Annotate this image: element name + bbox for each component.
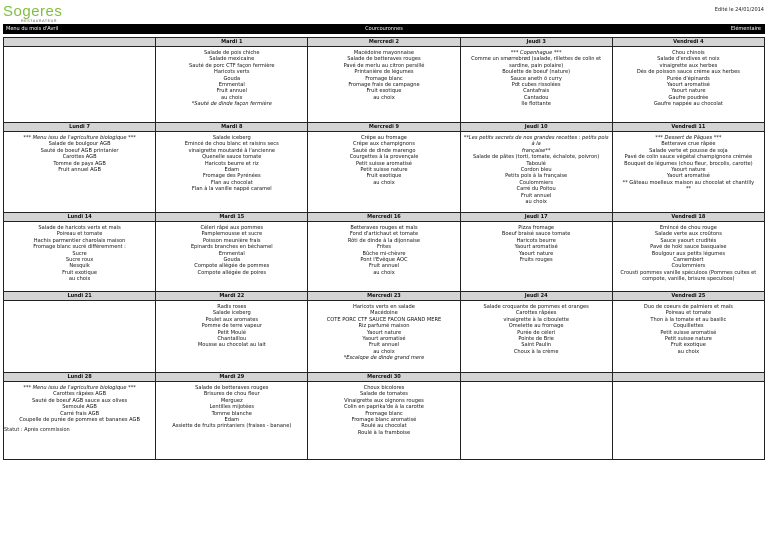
menu-item: Fond d'artichaut et tomate [349, 231, 419, 238]
menu-item: Taboulé [526, 160, 546, 167]
menu-item: Salade verte aux croûtons [654, 231, 722, 238]
day-header: Mercredi 2 [308, 38, 460, 47]
menu-item: Thon à la tomate et au basilic [650, 316, 727, 323]
menu-item: Fruit exotique [366, 173, 402, 180]
menu-item: Poireau et tomate [665, 310, 712, 317]
menu-item: Merguez [220, 397, 243, 404]
menu-item: *Sauté de dinde façon fermière [191, 101, 272, 108]
day-menu [156, 132, 308, 213]
menu-item: Macédoine [370, 310, 398, 317]
menu-item: Carottes râpées [515, 310, 557, 317]
day-header: Vendredi 25 [612, 292, 764, 301]
menu-item: Petit Moulé [217, 329, 246, 336]
menu-item: Fruit annuel [368, 342, 400, 349]
menu-item: Salade de betteraves rouges [195, 385, 269, 391]
menu-item: Ile flottante [521, 101, 551, 108]
menu-item: Pavé de hoki sauce basquaise [650, 244, 727, 251]
menu-item: Salade d'endives et noix [657, 56, 720, 63]
menu-item: Haricots verts [214, 69, 250, 76]
menu-item: Choux à la crème [513, 348, 559, 355]
menu-item: Chou chinois [672, 50, 705, 56]
menu-item: Emincé de chou blanc et raisins secs [184, 141, 279, 148]
menu-item: au choix [221, 94, 243, 101]
menu-item: Pamplemousse et sucre [201, 231, 263, 238]
day-header: Mercredi 30 [308, 373, 460, 382]
day-header: Vendredi 4 [612, 38, 764, 47]
menu-period: Menu du mois d'Avril [6, 26, 59, 32]
menu-item: Poireau et tomate [56, 231, 103, 238]
menu-item: Yaourt nature [671, 88, 706, 95]
menu-item: au choix [677, 348, 700, 355]
day-header: Lundi 28 [4, 373, 156, 382]
menu-item: Coupelle de purée de pommes et bananes AGB [19, 417, 140, 424]
day-menu [308, 47, 460, 123]
menu-item: Poisson meunière frais [202, 237, 261, 244]
day-menu [4, 301, 156, 373]
menu-item: Chantaillou [217, 336, 247, 343]
menu-item: Carré du Poitou [516, 186, 556, 193]
menu-item: au choix [373, 269, 395, 276]
menu-item: Boulgour aux petits légumes [651, 250, 726, 257]
menu-item: Fruit annuel [216, 88, 247, 95]
menu-item: ** [685, 186, 691, 193]
menu-item: Bouquet de légumes (chou fleur, brocolis, carotte) [624, 160, 753, 167]
edit-date: Edité le 24/01/2014 [714, 7, 764, 13]
menu-item: Boeuf braisé sauce tomate [501, 231, 571, 238]
school-level: Elémentaire [730, 26, 761, 32]
menu-item: Fruit annuel [521, 192, 552, 199]
menu-item: Cantadou [523, 94, 549, 101]
menu-item: Fromage frais de campagne [348, 82, 420, 89]
menu-item: Petit suisse nature [664, 336, 712, 343]
menu-item: Fruit annuel [368, 263, 400, 270]
menu-item: Petit suisse nature [360, 167, 408, 174]
menu-item: Fromage blanc [365, 75, 403, 82]
menu-item: Pointe de Brie [518, 336, 554, 343]
day-menu [612, 222, 764, 292]
day-header [4, 38, 156, 47]
menu-item: Epinards branches en béchamel [190, 244, 273, 251]
day-menu [4, 222, 156, 292]
day-menu [308, 301, 460, 373]
day-header: Lundi 14 [4, 213, 156, 222]
menu-item: Frites [377, 244, 391, 251]
status-text: Statut : Après commission [4, 427, 70, 433]
menu-item: Pizza fromage [518, 225, 555, 231]
menu-item: Carré frais AGB [60, 410, 100, 417]
week-header-row [4, 38, 765, 47]
menu-item: Boulette de boeuf (nature) [502, 69, 571, 76]
menu-item: Haricots beurre [516, 237, 556, 244]
menu-item: Vinaigrette aux oignons rouges [344, 397, 424, 404]
day-header: Mardi 1 [156, 38, 308, 47]
menu-item: Colin en paprika'de à la carotte [344, 404, 424, 411]
menu-item: Salade mexicaine [209, 56, 255, 63]
menu-item: Compote allégée de pommes [194, 263, 270, 270]
menu-item: Yaourt aromatisé [666, 173, 710, 180]
menu-item: au choix [525, 199, 547, 206]
menu-item: Fruit exotique [366, 88, 402, 95]
menu-item: Fromage blanc [365, 410, 403, 417]
menu-item: sardine, pain polaire) [509, 62, 564, 69]
menu-item: Riz parfumé maison [358, 323, 410, 330]
menu-item: au choix [373, 348, 395, 355]
menu-item: *Escalope de dinde grand mere [343, 355, 425, 362]
menu-item: française** [521, 147, 551, 154]
menu-item: Rôti de dinde à la dijonnaise [347, 237, 421, 244]
menu-item: Petit suisse aromatisé [356, 160, 412, 167]
menu-item: Bûche mi-chèvre [362, 250, 406, 257]
menu-item: Flan à la vanille nappé caramel [191, 186, 272, 193]
day-header: Jeudi 3 [460, 38, 612, 47]
menu-item: Comme un smørrebrød (salade, rillettes de colin et [471, 56, 602, 63]
day-menu [156, 222, 308, 292]
menu-item: *** Menu issu de l'agriculture biologique *** [23, 135, 136, 141]
menu-item: vinaigrette à la ciboulette [503, 316, 569, 323]
day-menu [156, 382, 308, 460]
menu-item: Salade de boulgour AGB [48, 141, 111, 148]
menu-item: Emincé de chou rouge [659, 225, 717, 231]
menu-item: Mousse au chocolat au lait [197, 342, 266, 349]
menu-item: Courgettes à la provençale [349, 154, 419, 161]
menu-item: Crêpe aux champignons [353, 141, 415, 148]
week-menu-row [4, 47, 765, 123]
menu-item: compote, vanille, brisure speculoos) [642, 276, 735, 283]
menu-item: Camembert [673, 257, 704, 264]
day-header: Jeudi 17 [460, 213, 612, 222]
menu-item: Sucre roux [65, 257, 94, 264]
menu-grid [3, 37, 765, 460]
menu-item: Gouda [223, 257, 241, 264]
menu-item: Petits pois à la française [505, 173, 568, 180]
menu-item: vinaigrette moutardé à l'ancienne [188, 147, 276, 154]
day-header: Mercredi 9 [308, 123, 460, 132]
week-header-row [4, 292, 765, 301]
menu-item: Edam [224, 417, 240, 424]
menu-item: Poulet aux aromates [205, 316, 259, 323]
menu-item: Quenelle sauce tomate [202, 154, 262, 161]
menu-item: Lentilles mijotées [209, 404, 255, 411]
menu-item: Gouda [223, 75, 241, 82]
menu-item: Coulommiers [671, 263, 706, 270]
menu-item: Sauté de dinde marengo [352, 147, 416, 154]
menu-item: Yaourt nature [671, 167, 706, 174]
menu-item: Saint Paulin [521, 342, 552, 349]
menu-item: ** Gâteau moelleux maison au chocolat et chantilly [622, 179, 755, 186]
menu-item: Flan au chocolat [210, 179, 253, 186]
menu-item: Sauté de boeuf AGB sauce aux olives [31, 397, 128, 404]
menu-item: Petit suisse aromatisé [660, 329, 717, 336]
day-header: Mercredi 23 [308, 292, 460, 301]
menu-item: Crousti pommes vanille spéculoos (Pommes cuites et [620, 269, 757, 276]
menu-item: Céleri râpé aux pommes [200, 225, 264, 231]
day-header: Jeudi 24 [460, 292, 612, 301]
menu-item: Pavé de colin sauce végétal champignons crémée [624, 154, 753, 161]
menu-topbar [3, 24, 765, 34]
menu-item: Sauce aneth ö curry [510, 75, 562, 82]
menu-item: Sucre [72, 250, 87, 257]
menu-item: Salade croquante de pommes et oranges [483, 304, 589, 310]
menu-item: Carottes râpées AGB [53, 391, 107, 398]
menu-item: Choux bicolores [363, 385, 405, 391]
menu-item: Sauce yaourt crudités [660, 237, 717, 244]
menu-item: **Les petits secrets de nos grandes recettes : petits pois à la [463, 135, 609, 148]
menu-item: Purée d'épinards [667, 75, 710, 82]
menu-item: Fromage blanc aromatisé [351, 417, 417, 424]
menu-item: Fromage des Pyrénées [202, 173, 261, 180]
day-header: Mardi 8 [156, 123, 308, 132]
menu-item: Fruit annuel AGB [58, 167, 101, 174]
day-menu [460, 222, 612, 292]
day-menu [460, 301, 612, 373]
menu-item: Sauté de boeuf AGB printanier [40, 147, 119, 154]
menu-item: Betteraves rouges et maïs [350, 225, 418, 231]
day-header [612, 373, 764, 382]
day-menu [612, 47, 764, 123]
menu-item: Salade de haricots verts et maïs [38, 225, 121, 231]
day-header: Vendredi 11 [612, 123, 764, 132]
menu-item: Emmental [218, 82, 245, 89]
menu-item: Coulommiers [519, 179, 553, 186]
menu-item: au choix [373, 94, 395, 101]
menu-item: Dés de poisson sauce crème aux herbes [636, 69, 740, 76]
day-header: Mardi 15 [156, 213, 308, 222]
week-menu-row [4, 222, 765, 292]
menu-item: Semoule AGB [62, 404, 97, 411]
menu-item: Pont l'Evêque AOC [360, 257, 408, 264]
day-menu [612, 382, 764, 460]
day-header: Mercredi 16 [308, 213, 460, 222]
menu-item: Pomme de terre vapeur [201, 323, 262, 330]
menu-item: Pavé de merlu au citron persillé [343, 62, 425, 69]
menu-item: Emmental [218, 250, 245, 257]
day-header: Lundi 21 [4, 292, 156, 301]
menu-item: Fruit exotique [62, 269, 98, 276]
menu-item: Betterave crue râpée [661, 141, 716, 148]
menu-item: Omelette au fromage [508, 323, 564, 330]
menu-item: Salade de betteraves rouges [347, 56, 421, 63]
menu-item: Salade de pâtes (torti, tomate, échalote, poivron) [472, 154, 600, 161]
location: Courcouronnes [365, 26, 403, 32]
menu-item: Roulé au chocolat [361, 423, 407, 430]
week-header-row [4, 213, 765, 222]
menu-item: Haricots beurre et riz [204, 160, 259, 167]
menu-item: Assiette de fruits printaniers (fraises - banane) [172, 423, 292, 430]
menu-item: Roulé à la framboise [357, 429, 411, 436]
menu-item: vinaigrette aux herbes [659, 62, 718, 69]
menu-item: Tomme de pays AGB [53, 160, 106, 167]
week-header-row [4, 123, 765, 132]
day-menu [460, 382, 612, 460]
week-menu-row [4, 132, 765, 213]
menu-item: Yaourt nature [366, 329, 402, 336]
menu-item: Tomme blanche [211, 410, 252, 417]
menu-item: Haricots verts en salade [353, 304, 415, 310]
day-menu [612, 301, 764, 373]
logo-main-text: Sogeres [3, 3, 63, 20]
menu-item: Crêpe au fromage [360, 135, 407, 141]
menu-item: Carottes AGB [62, 154, 97, 161]
week-header-row [4, 373, 765, 382]
day-menu [4, 382, 156, 460]
menu-item: Radis roses [217, 304, 247, 310]
week-menu-row [4, 301, 765, 373]
menu-item: *** Dessert de Pâques *** [655, 135, 722, 141]
day-header: Mardi 29 [156, 373, 308, 382]
day-header [460, 373, 612, 382]
menu-item: Fruit exotique [670, 342, 706, 349]
day-menu [156, 47, 308, 123]
menu-item: Yaourt aromatisé [362, 336, 406, 343]
menu-item: au choix [68, 276, 91, 283]
menu-item: Purée de céleri [517, 329, 556, 336]
menu-item: Yaourt aromatisé [666, 82, 710, 89]
day-menu [4, 47, 156, 123]
sogeres-logo [2, 3, 82, 23]
menu-item: Pdt cubes rissolées [511, 82, 561, 89]
day-header: Lundi 7 [4, 123, 156, 132]
menu-item: *** Menu issu de l'agriculture biologique *** [23, 385, 136, 391]
menu-item: au choix [373, 179, 395, 186]
logo-sub-text: RESTAURATEUR [21, 19, 58, 23]
menu-item: Hachis parmentier charolais maison [33, 237, 126, 244]
menu-item: Nesquik [69, 263, 90, 270]
menu-grid-body [4, 38, 765, 460]
menu-item: Salade iceberg [212, 135, 251, 141]
day-header: Jeudi 10 [460, 123, 612, 132]
menu-item: Salade iceberg [212, 310, 251, 317]
day-header: Vendredi 18 [612, 213, 764, 222]
menu-item: Cordon bleu [520, 167, 552, 174]
day-menu [308, 222, 460, 292]
menu-item: Edam [224, 167, 240, 174]
menu-item: Yaourt nature [519, 250, 554, 257]
day-menu [308, 382, 460, 460]
menu-item: Cantafrais [523, 88, 550, 95]
day-menu [4, 132, 156, 213]
menu-item: Coquillettes [673, 323, 704, 330]
menu-item: Sauté de porc CTF façon fermière [189, 62, 275, 69]
menu-item: Compote allégée de poires [197, 269, 267, 276]
menu-item: Fruits rouges [519, 257, 553, 264]
menu-item: *** Copenhague *** [510, 50, 562, 56]
menu-item: Gaufre poudrée [668, 94, 709, 101]
day-menu [460, 132, 612, 213]
menu-item: Macédoine mayonnaise [353, 50, 415, 56]
menu-item: Salade de tomates [360, 391, 408, 398]
menu-item: Yaourt aromatisé [514, 244, 558, 251]
menu-item: Salade verte et pousse de soja [649, 147, 728, 154]
menu-item: Brisures de chou fleur [203, 391, 260, 398]
day-menu [308, 132, 460, 213]
menu-item: Salade de pois chiche [204, 50, 260, 56]
menu-item: COTE PORC CTF SAUCE FACON GRAND MERE [326, 316, 442, 323]
day-menu [156, 301, 308, 373]
day-menu [612, 132, 764, 213]
day-header: Mardi 22 [156, 292, 308, 301]
menu-item: Gaufre nappée au chocolat [653, 101, 723, 108]
day-menu [460, 47, 612, 123]
week-menu-row [4, 382, 765, 460]
menu-item: Printanière de légumes [354, 69, 414, 76]
menu-item: Fromage blanc sucré différemment : [33, 244, 126, 251]
menu-item: Duo de coeurs de palmiers et maïs [643, 304, 733, 310]
